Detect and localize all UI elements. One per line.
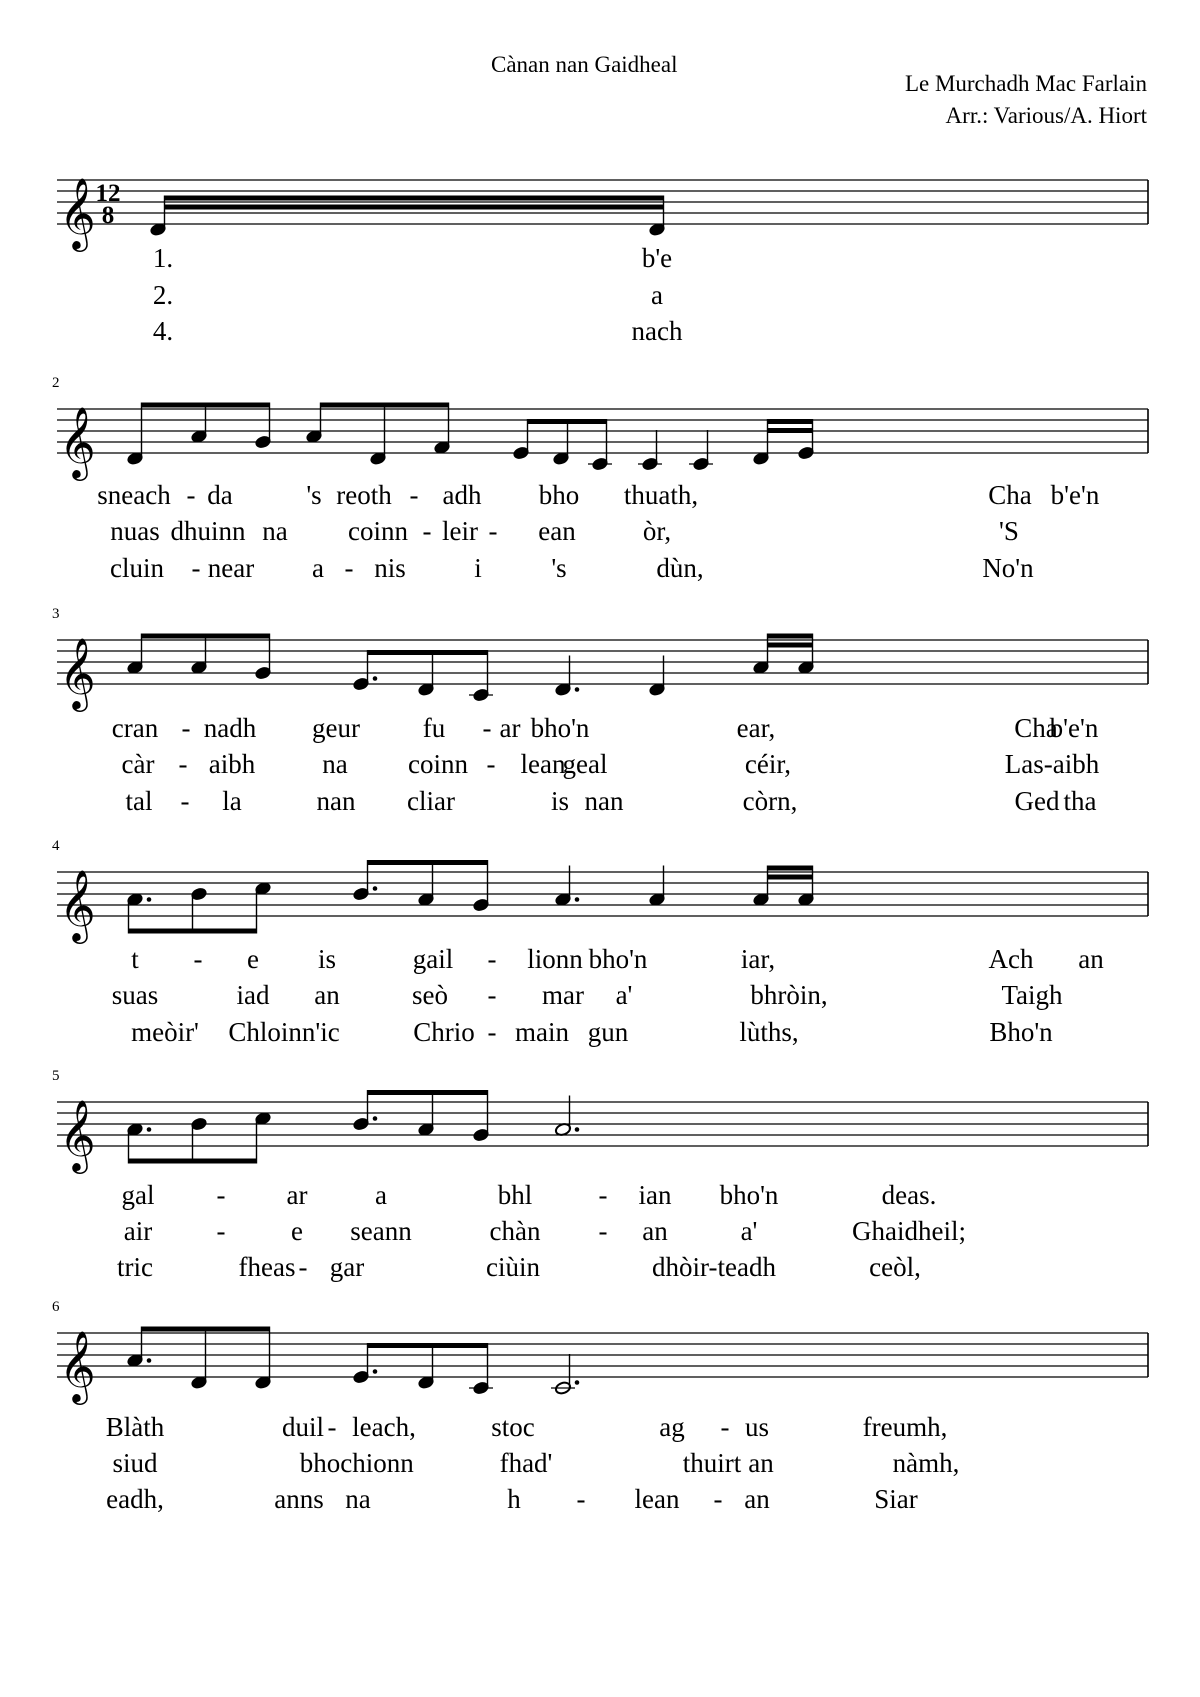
lyric-syllable: 'S bbox=[999, 516, 1019, 546]
dot bbox=[373, 676, 378, 681]
lyric-syllable: an bbox=[1078, 944, 1104, 974]
lyric-syllable: céir, bbox=[744, 749, 792, 779]
lyric-syllable: dhòir-teadh bbox=[652, 1252, 776, 1282]
dot bbox=[373, 886, 378, 891]
lyric-syllable: bhl bbox=[497, 1180, 533, 1210]
lyric-syllable: e bbox=[291, 1216, 303, 1246]
lyric-syllable: iar, bbox=[740, 944, 776, 974]
lyric-syllable: dùn, bbox=[656, 553, 704, 583]
lyric-syllable: - bbox=[191, 553, 201, 583]
lyric-syllable: nadh bbox=[203, 713, 257, 743]
beam bbox=[768, 866, 813, 871]
lyric-syllable: cliar bbox=[407, 786, 455, 816]
beam bbox=[165, 196, 664, 201]
dot bbox=[373, 1116, 378, 1121]
lyric-syllable: Cha bbox=[1014, 713, 1058, 743]
lyric-syllable: da bbox=[207, 480, 233, 510]
lyric-syllable: Ghaidheil; bbox=[852, 1216, 966, 1246]
lyric-syllable: 's bbox=[551, 553, 567, 583]
lyric-syllable: an bbox=[748, 1448, 774, 1478]
treble-clef-icon: 𝄞 bbox=[59, 1333, 96, 1401]
lyric-syllable: - bbox=[713, 1484, 723, 1514]
lyric-syllable: na bbox=[262, 516, 288, 546]
dot bbox=[147, 1127, 152, 1132]
treble-clef-icon: 𝄞 bbox=[59, 640, 96, 708]
lyric-syllable: No'n bbox=[982, 553, 1034, 583]
lyric-syllable: na bbox=[322, 749, 348, 779]
lyric-syllable: - bbox=[344, 553, 354, 583]
lyric-syllable: main bbox=[515, 1017, 569, 1047]
lyric-syllable: lionn bbox=[527, 944, 583, 974]
lyric-syllable: òr, bbox=[642, 516, 672, 546]
dot bbox=[373, 1369, 378, 1374]
beam bbox=[768, 428, 813, 433]
beam bbox=[368, 1343, 488, 1348]
lyric-syllable: bho'n bbox=[588, 944, 648, 974]
beam bbox=[142, 1327, 270, 1332]
measure-number: 4 bbox=[52, 838, 60, 854]
lyric-syllable: b'e'n bbox=[1049, 713, 1099, 743]
lyric-syllable: - bbox=[180, 786, 190, 816]
lyric-syllable: ean bbox=[538, 516, 576, 546]
lyric-syllable: a' bbox=[740, 1216, 758, 1246]
beam bbox=[142, 634, 270, 639]
lyric-syllable: freumh, bbox=[862, 1412, 948, 1442]
lyric-syllable: cran bbox=[111, 713, 159, 743]
beam bbox=[768, 643, 813, 648]
lyric-syllable: - bbox=[422, 516, 432, 546]
lyric-syllable: e bbox=[247, 944, 259, 974]
treble-clef-icon: 𝄞 bbox=[59, 872, 96, 940]
lyric-syllable: nàmh, bbox=[892, 1448, 960, 1478]
lyric-syllable: lean bbox=[634, 1484, 680, 1514]
lyric-syllable: b'e bbox=[641, 243, 673, 273]
lyric-syllable: - bbox=[487, 1017, 497, 1047]
lyric-syllable: Siar bbox=[874, 1484, 918, 1514]
time-signature-top: 12 bbox=[95, 180, 121, 207]
lyric-syllable: gail bbox=[412, 944, 454, 974]
lyric-syllable: - bbox=[216, 1180, 226, 1210]
lyric-syllable: h bbox=[507, 1484, 521, 1514]
lyric-syllable: Chrio bbox=[413, 1017, 475, 1047]
lyric-syllable: gar bbox=[329, 1252, 365, 1282]
dot bbox=[575, 1380, 580, 1385]
lyric-syllable: deas. bbox=[881, 1180, 937, 1210]
treble-clef-icon: 𝄞 bbox=[59, 1102, 96, 1170]
lyric-syllable: ar bbox=[499, 713, 521, 743]
lyric-syllable: bho'n bbox=[530, 713, 590, 743]
lyric-syllable: reoth bbox=[336, 480, 392, 510]
lyric-syllable: tal bbox=[125, 786, 153, 816]
lyric-syllable: lean bbox=[520, 749, 566, 779]
lyric-syllable: bho'n bbox=[719, 1180, 779, 1210]
lyric-syllable: an bbox=[744, 1484, 770, 1514]
lyric-syllable: chàn bbox=[489, 1216, 541, 1246]
lyric-syllable: - bbox=[598, 1180, 608, 1210]
lyric-syllable: stoc bbox=[491, 1412, 535, 1442]
lyric-syllable: na bbox=[345, 1484, 371, 1514]
lyric-syllable: adh bbox=[442, 480, 482, 510]
lyric-syllable: an bbox=[642, 1216, 668, 1246]
lyric-syllable: thuath, bbox=[623, 480, 699, 510]
lyric-syllable: eadh, bbox=[106, 1484, 164, 1514]
lyric-syllable: 's bbox=[306, 480, 322, 510]
lyric-syllable: nuas bbox=[110, 516, 160, 546]
beam bbox=[129, 929, 257, 934]
beam bbox=[768, 875, 813, 880]
lyric-syllable: ian bbox=[638, 1180, 672, 1210]
lyric-syllable: chionn bbox=[340, 1448, 414, 1478]
lyric-syllable: geur bbox=[312, 713, 360, 743]
lyric-syllable: an bbox=[314, 980, 340, 1010]
lyric-syllable: - bbox=[193, 944, 203, 974]
lyric-syllable: aibh bbox=[208, 749, 256, 779]
lyric-syllable: a' bbox=[615, 980, 633, 1010]
lyric-syllable: bho bbox=[299, 1448, 341, 1478]
lyric-syllable: bhròin, bbox=[750, 980, 828, 1010]
lyric-syllable: Blàth bbox=[105, 1412, 165, 1442]
beam bbox=[165, 205, 664, 210]
lyric-syllable: fheas bbox=[238, 1252, 296, 1282]
lyric-syllable: is bbox=[317, 944, 337, 974]
lyric-syllable: a bbox=[312, 553, 324, 583]
measure-number: 3 bbox=[52, 606, 60, 622]
treble-clef-icon: 𝄞 bbox=[59, 409, 96, 477]
lyric-syllable: us bbox=[744, 1412, 770, 1442]
lyric-syllable: geal bbox=[562, 749, 608, 779]
dot bbox=[147, 897, 152, 902]
lyric-syllable: Las-aibh bbox=[1004, 749, 1100, 779]
beam bbox=[129, 1159, 257, 1164]
lyric-syllable: fhad' bbox=[499, 1448, 553, 1478]
lyric-syllable: i bbox=[474, 553, 482, 583]
lyric-syllable: - bbox=[482, 713, 492, 743]
lyric-syllable: iad bbox=[236, 980, 270, 1010]
lyric-syllable: t bbox=[131, 944, 139, 974]
lyric-syllable: near bbox=[207, 553, 255, 583]
lyric-syllable: leir bbox=[442, 516, 478, 546]
lyric-syllable: a bbox=[651, 280, 663, 310]
beam bbox=[321, 403, 449, 408]
song-title: Cànan nan Gaidheal bbox=[491, 52, 678, 77]
lyric-syllable: nan bbox=[584, 786, 624, 816]
lyric-syllable: gun bbox=[587, 1017, 629, 1047]
treble-clef-icon: 𝄞 bbox=[59, 180, 96, 248]
lyric-syllable: - bbox=[487, 980, 497, 1010]
lyric-syllable: - bbox=[178, 749, 188, 779]
lyric-syllable: 1. bbox=[152, 243, 174, 273]
lyric-syllable: - bbox=[720, 1412, 730, 1442]
lyric-syllable: meòir' bbox=[131, 1017, 199, 1047]
lyric-syllable: Bho'n bbox=[989, 1017, 1053, 1047]
lyric-syllable: mar bbox=[542, 980, 584, 1010]
lyric-syllable: - bbox=[327, 1412, 337, 1442]
beam bbox=[368, 1090, 488, 1095]
lyric-syllable: la bbox=[222, 786, 242, 816]
lyric-syllable: bho bbox=[538, 480, 580, 510]
beam bbox=[368, 650, 488, 655]
lyric-syllable: Chloinn'ic bbox=[228, 1017, 340, 1047]
lyric-syllable: Taigh bbox=[1001, 980, 1063, 1010]
lyric-syllable: coinn bbox=[408, 749, 468, 779]
lyric-syllable: càr bbox=[121, 749, 155, 779]
measure-number: 2 bbox=[52, 375, 60, 391]
lyric-syllable: dhuinn bbox=[170, 516, 246, 546]
lyric-syllable: ceòl, bbox=[869, 1252, 921, 1282]
lyric-syllable: a bbox=[375, 1180, 387, 1210]
lyric-syllable: siud bbox=[112, 1448, 158, 1478]
lyric-syllable: suas bbox=[111, 980, 159, 1010]
dot bbox=[575, 1127, 580, 1132]
lyric-syllable: ear, bbox=[736, 713, 776, 743]
beam bbox=[768, 419, 813, 424]
beam bbox=[368, 860, 488, 865]
lyric-syllable: is bbox=[550, 786, 570, 816]
lyric-syllable: lùths, bbox=[739, 1017, 799, 1047]
lyric-syllable: coinn bbox=[348, 516, 408, 546]
lyric-syllable: - bbox=[409, 480, 419, 510]
lyric-syllable: - bbox=[181, 713, 191, 743]
lyric-syllable: tha bbox=[1063, 786, 1097, 816]
time-signature-bottom: 8 bbox=[101, 202, 115, 229]
lyric-syllable: - bbox=[598, 1216, 608, 1246]
lyric-syllable: cluin bbox=[110, 553, 164, 583]
dot bbox=[575, 687, 580, 692]
lyric-syllable: ciùin bbox=[486, 1252, 540, 1282]
lyric-syllable: gal bbox=[121, 1180, 155, 1210]
measure-number: 5 bbox=[52, 1068, 60, 1084]
lyric-syllable: 2. bbox=[152, 280, 174, 310]
arranger-credit: Arr.: Various/A. Hiort bbox=[945, 103, 1147, 128]
lyric-syllable: - bbox=[486, 749, 496, 779]
lyric-syllable: anns bbox=[274, 1484, 324, 1514]
lyric-syllable: - bbox=[487, 944, 497, 974]
dot bbox=[147, 1358, 152, 1363]
lyric-syllable: ar bbox=[286, 1180, 308, 1210]
lyric-syllable: - bbox=[216, 1216, 226, 1246]
lyric-syllable: - bbox=[488, 516, 498, 546]
lyric-syllable: Ged bbox=[1014, 786, 1060, 816]
beam bbox=[142, 403, 270, 408]
lyric-syllable: Cha bbox=[988, 480, 1032, 510]
lyric-syllable: ag bbox=[659, 1412, 685, 1442]
lyric-syllable: seann bbox=[350, 1216, 412, 1246]
lyric-syllable: Ach bbox=[988, 944, 1034, 974]
lyric-syllable: tric bbox=[117, 1252, 153, 1282]
lyric-syllable: b'e'n bbox=[1050, 480, 1100, 510]
beam bbox=[768, 634, 813, 639]
lyric-syllable: - bbox=[576, 1484, 586, 1514]
lyric-syllable: thuirt bbox=[682, 1448, 742, 1478]
lyric-syllable: nis bbox=[374, 553, 406, 583]
lyric-syllable: còrn, bbox=[742, 786, 798, 816]
lyric-syllable: fu bbox=[422, 713, 446, 743]
lyric-syllable: duil bbox=[281, 1412, 325, 1442]
lyric-syllable: air bbox=[123, 1216, 153, 1246]
lyric-syllable: nan bbox=[316, 786, 356, 816]
lyric-syllable: - bbox=[186, 480, 196, 510]
measure-number: 6 bbox=[52, 1299, 60, 1315]
lyric-syllable: 4. bbox=[152, 316, 174, 346]
lyric-syllable: leach, bbox=[352, 1412, 416, 1442]
lyric-syllable: nach bbox=[631, 316, 683, 346]
lyric-syllable: seò bbox=[412, 980, 448, 1010]
beam bbox=[528, 419, 607, 424]
composer-credit: Le Murchadh Mac Farlain bbox=[904, 71, 1147, 96]
dot bbox=[575, 897, 580, 902]
lyric-syllable: sneach bbox=[97, 480, 171, 510]
lyric-syllable: - bbox=[298, 1252, 308, 1282]
